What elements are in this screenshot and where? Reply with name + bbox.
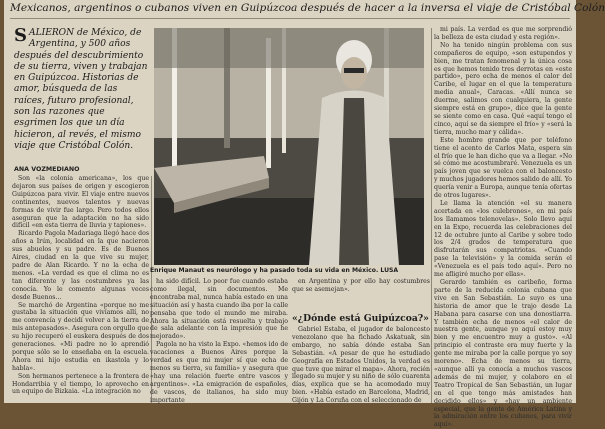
- paragraph: Son hermanos pertenece a la frontera de Hondarribia y el tiempo, lo aprovecho en un equipo de Bizkaia. «La integración no: [12, 372, 149, 396]
- section-subhead: «¿Dónde está Guipúzcoa?»: [292, 313, 429, 324]
- paragraph: Pagola no ha visto la Expo. «hemos ido de vacaciones a Buenos Aires porque la verdad es que mi mujer sí que echa de menos su tierra, su familia» y asegura que «hay una relación fuerte entre vascos y argentinos». «La emigración de españoles, de vascos, de italianos, ha sido muy importante: [150, 341, 288, 404]
- article-headline: Mexicanos, argentinos o cubanos viven en Guipúzcoa después de hacer a la inversa el viaje de Cristóbal Colón: [10, 2, 605, 14]
- body-column-left: [12, 175, 149, 403]
- paragraph: Gerardo también es caribeño, forma parte de la reducida colonia cubana que vive en San Sebastián. Lo suyo es una historia de amor que le trajo desde La Habana para casarse con una donostiarra. Y también echa de menos «el calor de nuestra gente, aunque yo aquí estoy muy bien y me encuentro muy a gusto». «Al principio el contraste era muy fuerte y la gente me miraba por la calle porque yo soy moreno». Echa de menos su tierra, «aunque allí ya conocía a muchos vascos además de mi mujer, y colaboro en el Teatro Tropical de San Sebastián, un lugar en el que tengo más amistades han decidido ellos» y «hay un ambiente especial, que la gente de América Latina y la admiración entre los cubanos, para vivir aquí».: [434, 279, 572, 429]
- paragraph: en Argentina y por ello hay costumbres que se asemejan».: [292, 278, 430, 293]
- article-photo: [154, 28, 424, 265]
- article-lead: [14, 25, 150, 152]
- paragraph: Le llama la atención «el su manera acertada en «los culebrones», en mi país los llamamos telenovelas». Solo llevo aquí en la Expo, recuerda las celebraciones del 12 de octubre junto al Caribe y sobre todo los 2/4 grados de temperatura que disfrutarán sus compatriotas. «Cuando pase la televisión» y la comida serán el «Venezuela es el país todo aquí». Pero no me afligiré mucho por ellas».: [434, 199, 572, 279]
- paragraph: Gabriel Estaba, el jugador de baloncesto venezolano que ha fichado Askatuak, sin embargo, no sabía dónde estaba San Sebastián. «A pesar de que he estudiado Geografía en Estados Unidos, la verdad es que tuve que mirar el mapa». Ahora, recién llegado su mujer y su niño de sólo cuarenta días, explica que se ha acomodado muy bien. «Había estado en Barcelona, Madrid, Gijón y La Coruña con el seleccionado de: [292, 326, 430, 405]
- newspaper-page: [4, 0, 605, 429]
- man-shirt: [339, 98, 369, 265]
- paragraph: mi país. La verdad es que me sorprendió la belleza de esta ciudad y esta región».: [434, 26, 572, 41]
- body-column-middle: [150, 278, 288, 403]
- paragraph: Este hombre grande que por teléfono tiene el acento de Carlos Mata, espera sin el frío que le han dicho que va a llegar. «No sé cómo me acostumbraré. Venezuela es un país joven que se vuelca con el baloncesto y muchos jugadores hemos salido de allí. Yo quería venir a Europa, aunque tenía ofertas de otros lugares».: [434, 136, 572, 200]
- paragraph: ha sido difícil. Lo peor fue cuando estaba como ilegal, sin documentos. Me encontraba mal, nunca había estado en una situación así y hasta cuando iba por la calle pensaba que todo el mundo me miraba. Ahora la situación está resuelta y trabajo de sala adelante con la impresión que he mejorado».: [150, 278, 288, 341]
- headline-rule: [10, 18, 570, 19]
- body-column-middle-2: [292, 278, 430, 308]
- paragraph: Son «la colonia americana», los que dejaron sus países de origen y escogieron Guipúzcoa para vivir. El viaje entre nuevos continentes, nuevos talentos y nuevas formas de vivir fue largo. Pero todos ellos aseguran que la adaptación no ha sido difícil «en esta tierra de lluvia y tapiones».: [12, 175, 149, 230]
- byline: ANA VOZMEDIANO: [14, 166, 80, 173]
- drop-cap: S: [14, 25, 27, 46]
- body-column-subhead: [292, 326, 430, 403]
- paragraph: Se marchó de Argentina «porque no me gustaba la situación que vivíamos allí, no me convencía y decidí volver a la tierra de mis antepasados». Asegura con orgullo que su hijo recuperó el euskera después de dos generaciones. «Mi padre no lo aprendió porque sólo se lo enseñaba en la escuela. Ahora mi hijo estudia en ikastola y lo habla».: [12, 301, 149, 372]
- paragraph: Ricardo Pagola Madariaga llegó hace dos años a Irún, localidad en la que nacieron sus abuelos y su padre. Es de Buenos Aires, ciudad en la que vive su mujer, padre de Alan Ricardo. Y no la echa de menos. «La verdad es que el clima no es tan diferente y las costumbres ya las conocía. Yo le comento algunas veces desde Buenos...: [12, 230, 149, 301]
- paragraph: No ha tenido ningún problema con sus compañeros de equipo, «son estupendos y bien, me tratan fenomenal y la única cosa es que hemos tenido tres derrotas en «este partido», pero echa de menos el calor del Caribe, el lugar en el que la temperatura media anual», Caracas. «Allí nunca se duerme, salimos con cualquiera, la gente siempre está en grupo», dice que la gente se siente como en casa. Qué «aquí tengo el cinco, aquí se da siempre el frío» y «será la tierra, mucho mar y cálida».: [434, 41, 572, 136]
- foliage: [154, 28, 424, 68]
- photo-caption: Enrique Manaut es neurólogo y ha pasado toda su vida en México. LUSA: [150, 267, 399, 274]
- photo-scene: [154, 28, 424, 265]
- column-rule: [431, 28, 432, 403]
- lead-text: ALIERON de México, de Argentina, y 500 años después del descubrimiento de su tierra, viven y trabajan en Guipúzcoa. Historias de amor, búsqueda de las raíces, futuro profesional, son las razones que esgrimen los que un día hicieron, al revés, el mismo viaje que Cristóbal Colón.: [14, 28, 148, 151]
- body-column-right: [434, 26, 572, 429]
- glasses: [344, 68, 364, 73]
